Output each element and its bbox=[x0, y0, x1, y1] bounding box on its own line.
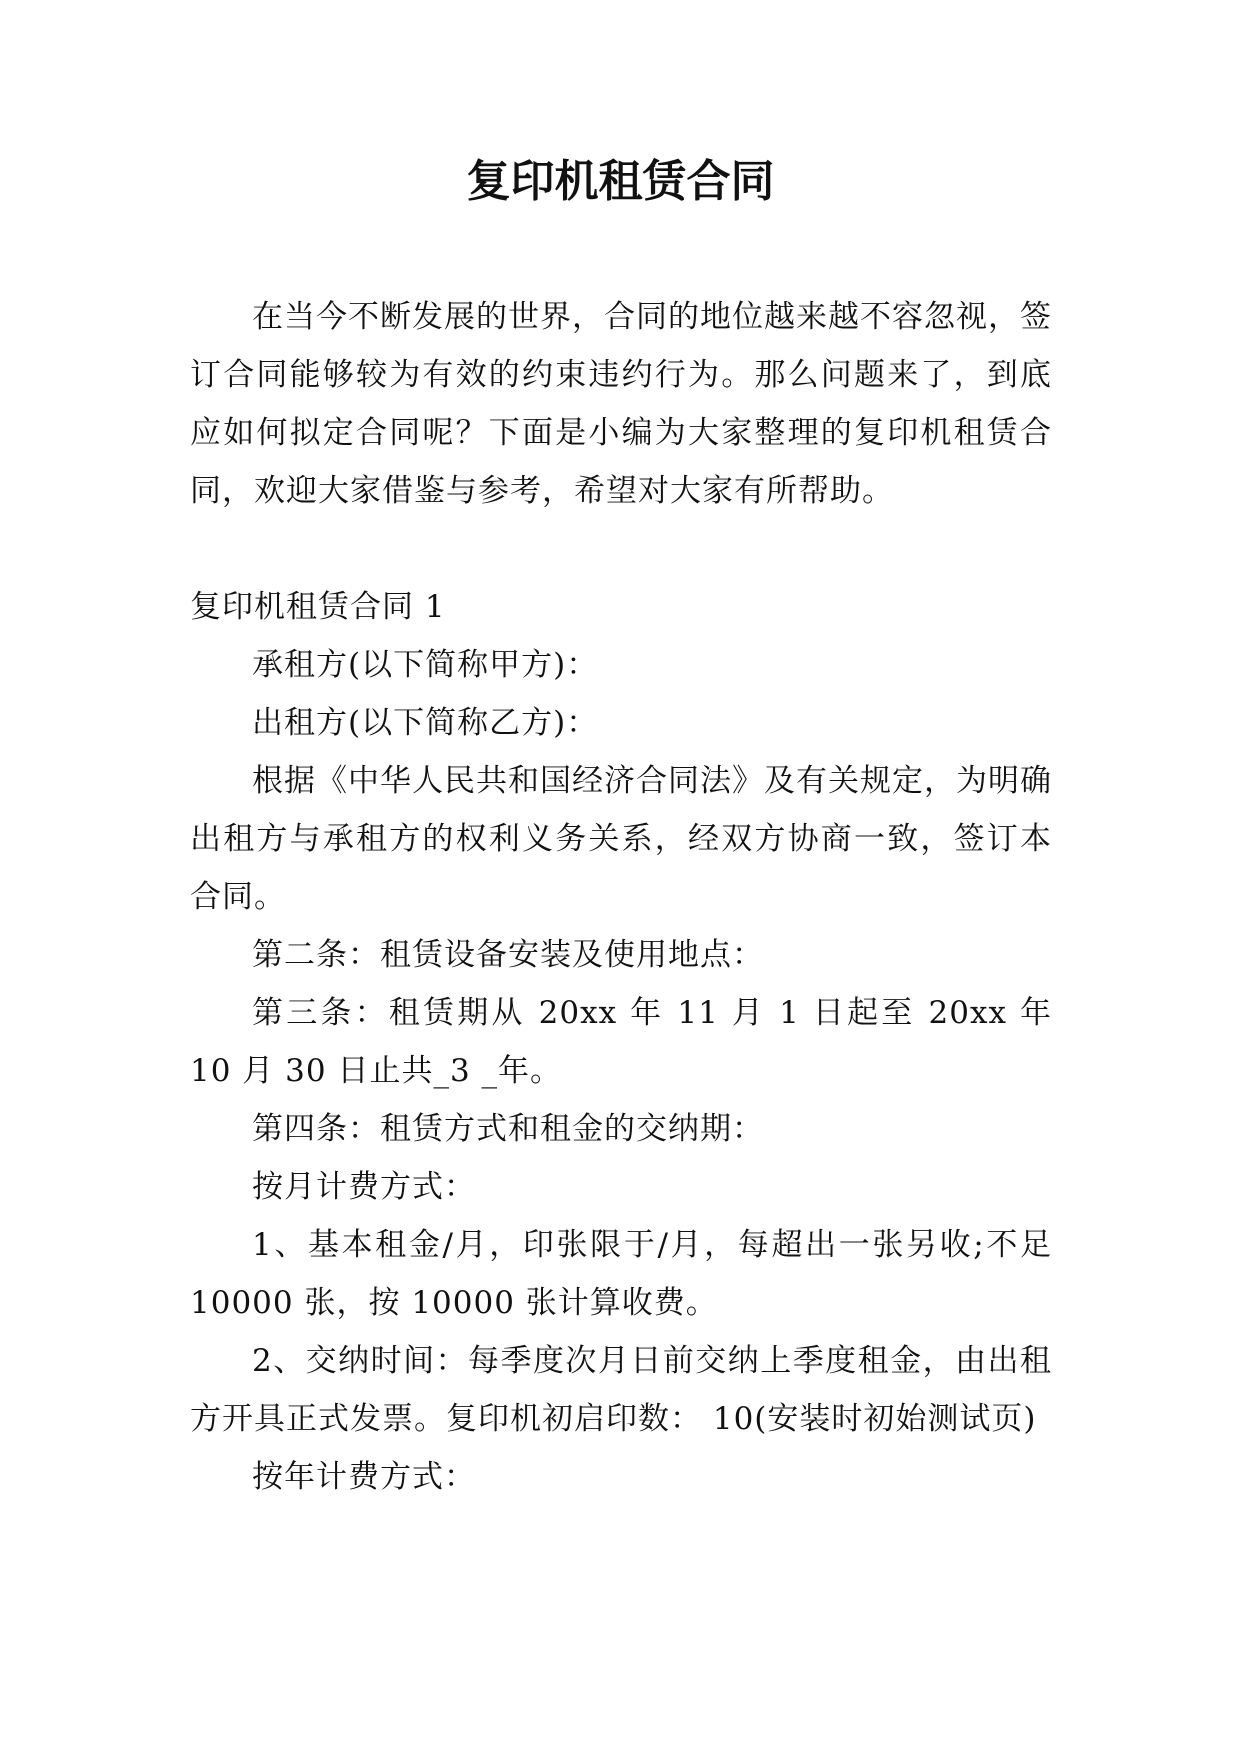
monthly-billing-heading: 按月计费方式： bbox=[252, 1169, 476, 1205]
lessee-line: 承租方(以下简称甲方)： bbox=[252, 647, 599, 683]
document-title: 复印机租赁合同 bbox=[466, 156, 775, 207]
article-four: 第四条：租赁方式和租金的交纳期： bbox=[252, 1111, 764, 1147]
monthly-clause-one: 1、基本租金/月，印张限于/月，每超出一张另收;不足 10000 张，按 10000 张计算收费。 bbox=[190, 1227, 1052, 1321]
section-heading: 复印机租赁合同 1 bbox=[190, 589, 446, 625]
monthly-clause-two: 2、交纳时间：每季度次月日前交纳上季度租金，由出租方开具正式发票。复印机初启印数： 10(安装时初始测试页) bbox=[190, 1343, 1052, 1437]
preamble-paragraph: 根据《中华人民共和国经济合同法》及有关规定，为明确出租方与承租方的权利义务关系，经双方协商一致，签订本合同。 bbox=[190, 763, 1052, 915]
document-body bbox=[190, 288, 1052, 1506]
intro-paragraph: 在当今不断发展的世界，合同的地位越来越不容忽视，签订合同能够较为有效的约束违约行为。那么问题来了，到底应如何拟定合同呢？下面是小编为大家整理的复印机租赁合同，欢迎大家借鉴与参考，希望对大家有所帮助。 bbox=[190, 299, 1052, 509]
paragraph-gap bbox=[190, 520, 1052, 578]
lessor-line: 出租方(以下简称乙方)： bbox=[252, 705, 599, 741]
article-three: 第三条：租赁期从 20xx 年 11 月 1 日起至 20xx 年 10 月 30 日止共_3 _年。 bbox=[190, 995, 1052, 1089]
yearly-billing-heading: 按年计费方式： bbox=[252, 1459, 476, 1495]
article-two: 第二条：租赁设备安装及使用地点： bbox=[252, 937, 764, 973]
